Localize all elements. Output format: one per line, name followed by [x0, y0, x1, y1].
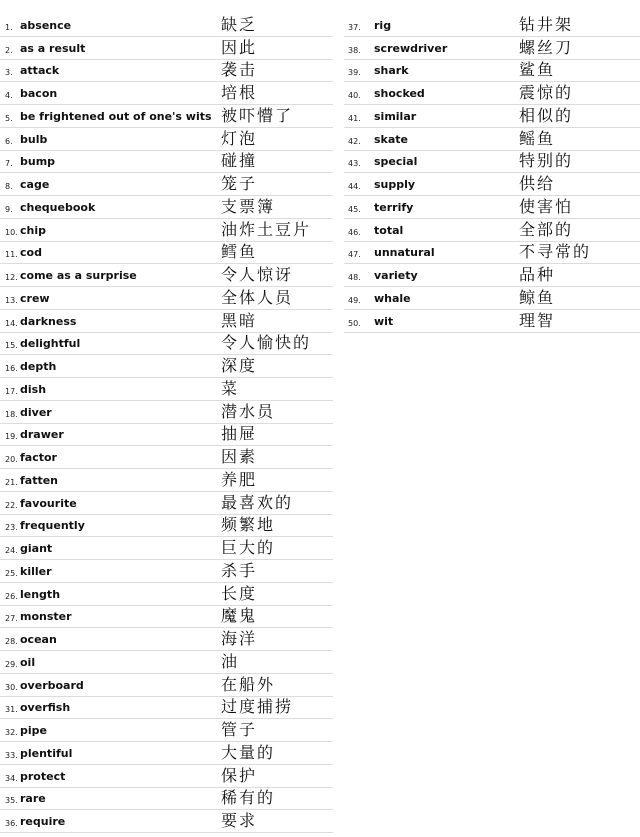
english-word: bump — [20, 155, 56, 169]
english-word: skate — [374, 132, 409, 146]
english-word: cod — [20, 246, 42, 260]
entry-number: 29. — [5, 659, 18, 669]
chinese-meaning: 抽屉 — [221, 424, 258, 444]
chinese-meaning: 最喜欢的 — [221, 492, 294, 512]
chinese-meaning: 鳕鱼 — [221, 242, 258, 262]
english-word: as a result — [20, 41, 86, 55]
entry-number: 3. — [5, 68, 13, 78]
vocab-row — [0, 810, 333, 833]
vocab-row — [344, 196, 640, 219]
vocab-column-left — [0, 14, 333, 833]
chinese-meaning: 支票簿 — [221, 196, 276, 216]
vocab-row — [0, 515, 333, 538]
english-word: plentiful — [20, 746, 73, 760]
english-word: diver — [20, 405, 52, 419]
chinese-meaning: 菜 — [221, 378, 240, 398]
english-word: screwdriver — [374, 41, 448, 55]
english-word: unnatural — [374, 246, 435, 260]
entry-number: 19. — [5, 432, 18, 442]
entry-number: 13. — [5, 295, 18, 305]
vocab-row — [344, 242, 640, 265]
english-word: giant — [20, 542, 53, 555]
vocab-row — [0, 606, 333, 629]
chinese-meaning: 供给 — [519, 174, 556, 193]
english-word: supply — [374, 178, 416, 191]
chinese-meaning: 魔鬼 — [221, 606, 258, 626]
entry-number: 44. — [348, 182, 361, 191]
entry-number: 37. — [348, 22, 361, 32]
chinese-meaning: 碰撞 — [221, 151, 258, 171]
entry-number: 36. — [5, 819, 18, 828]
vocab-row — [0, 583, 333, 606]
vocab-row — [0, 788, 333, 811]
chinese-meaning: 鲸鱼 — [519, 287, 556, 307]
entry-number: 7. — [5, 159, 13, 169]
english-word: monster — [20, 610, 72, 624]
vocab-row — [0, 264, 333, 287]
entry-number: 2. — [5, 45, 13, 55]
english-word: factor — [20, 451, 57, 464]
english-word: depth — [20, 360, 57, 373]
entry-number: 33. — [5, 750, 18, 760]
chinese-meaning: 鳐鱼 — [519, 128, 556, 148]
entry-number: 1. — [5, 22, 13, 32]
english-word: favourite — [20, 496, 77, 510]
english-word: wit — [374, 314, 394, 328]
entry-number: 48. — [348, 273, 361, 282]
vocab-row — [344, 14, 640, 37]
vocab-row — [344, 219, 640, 242]
vocab-row — [0, 333, 333, 356]
entry-number: 10. — [5, 227, 18, 237]
entry-number: 31. — [5, 705, 18, 715]
vocab-row — [0, 697, 333, 720]
entry-number: 14. — [5, 318, 18, 328]
english-word: shark — [374, 64, 409, 78]
chinese-meaning: 特别的 — [519, 151, 574, 171]
entry-number: 42. — [348, 136, 361, 146]
vocab-row — [0, 310, 333, 333]
vocab-row — [0, 151, 333, 174]
english-word: protect — [20, 769, 66, 783]
chinese-meaning: 在船外 — [221, 674, 276, 694]
chinese-meaning: 因素 — [221, 447, 258, 466]
vocab-row — [344, 173, 640, 196]
vocab-row — [0, 105, 333, 128]
chinese-meaning: 黑暗 — [221, 310, 258, 330]
english-word: dish — [20, 382, 47, 396]
chinese-meaning: 使害怕 — [519, 196, 574, 216]
english-word: killer — [20, 564, 52, 578]
vocab-row — [0, 446, 333, 469]
chinese-meaning: 令人惊讶 — [221, 265, 294, 284]
vocab-row — [344, 264, 640, 287]
chinese-meaning: 震惊的 — [519, 83, 574, 102]
entry-number: 26. — [5, 591, 18, 601]
vocab-row — [0, 242, 333, 265]
vocab-row — [0, 82, 333, 105]
english-word: attack — [20, 64, 60, 78]
entry-number: 47. — [348, 250, 361, 260]
entry-number: 30. — [5, 682, 18, 692]
english-word: come as a surprise — [20, 269, 137, 282]
english-word: pipe — [20, 724, 47, 737]
english-word: overfish — [20, 701, 71, 715]
vocab-row — [344, 287, 640, 310]
chinese-meaning: 鲨鱼 — [519, 60, 556, 80]
english-word: overboard — [20, 678, 84, 692]
entry-number: 4. — [5, 91, 13, 100]
english-word: rare — [20, 792, 46, 806]
chinese-meaning: 令人愉快的 — [221, 333, 312, 353]
vocab-row — [0, 560, 333, 583]
english-word: darkness — [20, 314, 77, 328]
entry-number: 49. — [348, 295, 361, 305]
entry-number: 32. — [5, 728, 18, 737]
english-word: special — [374, 155, 418, 169]
entry-number: 11. — [5, 250, 18, 260]
entry-number: 46. — [348, 227, 361, 237]
vocab-row — [344, 151, 640, 174]
chinese-meaning: 稀有的 — [221, 788, 276, 808]
english-word: chequebook — [20, 200, 96, 214]
english-word: bulb — [20, 132, 48, 146]
vocab-row — [0, 355, 333, 378]
vocab-row — [0, 719, 333, 742]
vocab-row — [0, 492, 333, 515]
entry-number: 17. — [5, 386, 18, 396]
english-word: delightful — [20, 337, 81, 351]
chinese-meaning: 螺丝刀 — [519, 37, 574, 57]
english-word: crew — [20, 291, 50, 305]
vocab-row — [344, 82, 640, 105]
entry-number: 24. — [5, 546, 18, 555]
english-word: drawer — [20, 428, 64, 442]
entry-number: 9. — [5, 204, 13, 214]
entry-number: 38. — [348, 45, 361, 55]
vocab-row — [0, 651, 333, 674]
english-word: chip — [20, 223, 46, 237]
entry-number: 40. — [348, 91, 361, 100]
vocab-row — [0, 128, 333, 151]
vocab-row — [0, 742, 333, 765]
chinese-meaning: 养肥 — [221, 469, 258, 489]
entry-number: 27. — [5, 614, 18, 624]
chinese-meaning: 深度 — [221, 356, 258, 375]
vocab-row — [344, 310, 640, 333]
entry-number: 43. — [348, 159, 361, 169]
entry-number: 23. — [5, 523, 18, 533]
vocab-row — [0, 378, 333, 401]
english-word: frequently — [20, 519, 85, 533]
vocab-row — [0, 219, 333, 242]
english-word: whale — [374, 291, 411, 305]
vocab-row — [0, 173, 333, 196]
chinese-meaning: 油炸土豆片 — [221, 219, 312, 239]
chinese-meaning: 全部的 — [519, 219, 574, 239]
entry-number: 22. — [5, 500, 18, 510]
chinese-meaning: 理智 — [519, 310, 556, 330]
vocab-row — [344, 37, 640, 60]
entry-number: 25. — [5, 568, 18, 578]
vocab-row — [0, 537, 333, 560]
chinese-meaning: 潜水员 — [221, 401, 276, 421]
chinese-meaning: 油 — [221, 651, 240, 671]
english-word: cage — [20, 178, 50, 191]
chinese-meaning: 因此 — [221, 37, 258, 57]
vocab-row — [0, 14, 333, 37]
entry-number: 5. — [5, 113, 13, 123]
vocab-row — [0, 765, 333, 788]
chinese-meaning: 过度捕捞 — [221, 697, 294, 717]
vocab-row — [0, 469, 333, 492]
vocab-row — [0, 37, 333, 60]
english-word: length — [20, 587, 61, 601]
entry-number: 15. — [5, 341, 18, 351]
chinese-meaning: 频繁地 — [221, 515, 276, 535]
chinese-meaning: 钻井架 — [519, 14, 574, 34]
english-word: require — [20, 815, 66, 828]
vocab-row — [0, 60, 333, 83]
entry-number: 12. — [5, 273, 18, 282]
english-word: similar — [374, 109, 417, 123]
chinese-meaning: 巨大的 — [221, 538, 276, 557]
entry-number: 18. — [5, 409, 18, 419]
chinese-meaning: 海洋 — [221, 629, 258, 648]
vocab-row — [344, 128, 640, 151]
chinese-meaning: 大量的 — [221, 742, 276, 762]
chinese-meaning: 笼子 — [221, 174, 258, 193]
english-word: be frightened out of one's wits — [20, 109, 212, 123]
entry-number: 41. — [348, 113, 361, 123]
entry-number: 21. — [5, 477, 18, 487]
chinese-meaning: 相似的 — [519, 105, 574, 125]
vocab-row — [344, 105, 640, 128]
entry-number: 8. — [5, 182, 13, 191]
chinese-meaning: 杀手 — [221, 560, 258, 580]
chinese-meaning: 袭击 — [221, 60, 258, 80]
chinese-meaning: 保护 — [221, 765, 258, 785]
english-word: absence — [20, 18, 72, 32]
vocab-row — [0, 287, 333, 310]
english-word: shocked — [374, 87, 425, 100]
chinese-meaning: 被吓懵了 — [221, 105, 294, 125]
entry-number: 35. — [5, 796, 18, 806]
entry-number: 28. — [5, 637, 18, 646]
english-word: variety — [374, 269, 418, 282]
entry-number: 20. — [5, 455, 18, 464]
english-word: ocean — [20, 633, 57, 646]
chinese-meaning: 缺乏 — [221, 14, 258, 34]
english-word: total — [374, 223, 404, 237]
entry-number: 45. — [348, 204, 361, 214]
english-word: rig — [374, 18, 392, 32]
chinese-meaning: 全体人员 — [221, 287, 294, 307]
vocab-row — [0, 401, 333, 424]
vocab-row — [0, 674, 333, 697]
chinese-meaning: 不寻常的 — [519, 242, 592, 262]
vocab-row — [344, 60, 640, 83]
chinese-meaning: 培根 — [221, 83, 258, 102]
english-word: fatten — [20, 473, 59, 487]
chinese-meaning: 管子 — [221, 720, 258, 739]
english-word: terrify — [374, 200, 414, 214]
chinese-meaning: 长度 — [221, 583, 258, 603]
entry-number: 39. — [348, 68, 361, 78]
entry-number: 34. — [5, 773, 18, 783]
chinese-meaning: 灯泡 — [221, 128, 258, 148]
vocab-row — [0, 424, 333, 447]
vocab-row — [0, 628, 333, 651]
english-word: bacon — [20, 87, 58, 100]
vocab-column-right — [344, 14, 640, 333]
entry-number: 6. — [5, 136, 13, 146]
chinese-meaning: 品种 — [519, 265, 556, 284]
english-word: oil — [20, 655, 36, 669]
entry-number: 50. — [348, 318, 361, 328]
chinese-meaning: 要求 — [221, 811, 258, 830]
entry-number: 16. — [5, 364, 18, 373]
vocab-row — [0, 196, 333, 219]
